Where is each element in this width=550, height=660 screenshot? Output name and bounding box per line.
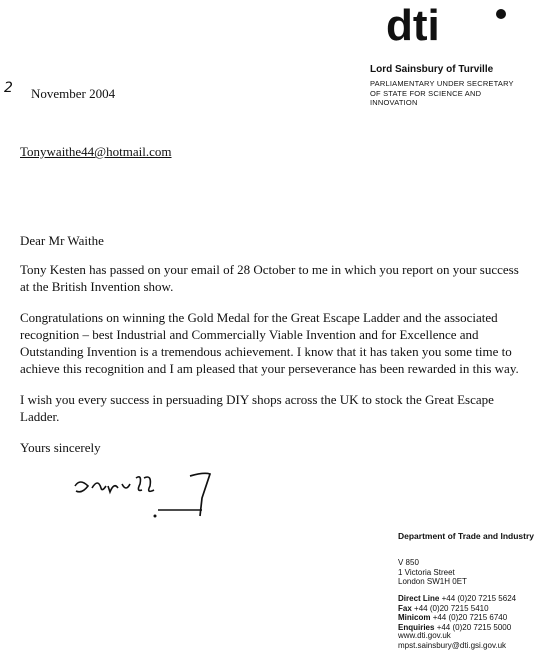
contact-block [398, 594, 516, 632]
contact-row [398, 594, 516, 604]
dti-logo [380, 2, 530, 52]
dti-logo-mark [380, 2, 530, 52]
contact-label: Enquiries [398, 622, 435, 632]
sender-title [370, 79, 540, 108]
signature [70, 464, 230, 524]
closing: Yours sincerely [20, 440, 101, 455]
contact-value: +44 (0)20 7215 6740 [432, 613, 508, 622]
contact-label: Minicom [398, 613, 431, 622]
contact-row [398, 604, 516, 614]
address-block [398, 558, 467, 587]
contact-label: Fax [398, 603, 412, 613]
contact-label: Direct Line [398, 594, 440, 603]
address-line: 1 Victoria Street [398, 567, 455, 577]
contact-row [398, 613, 516, 623]
paragraph: I wish you every success in persuading DIY shops across the UK to stock the Great Escape Ladder. [20, 392, 494, 424]
sender-title-line: INNOVATION [370, 98, 418, 107]
contact-value: +44 (0)20 7215 5624 [441, 594, 517, 603]
contact-value: +44 (0)20 7215 5410 [414, 603, 489, 613]
salutation: Dear Mr Waithe [20, 233, 104, 248]
email-link[interactable]: mpst.sainsbury@dti.gsi.gov.uk [398, 640, 507, 650]
paragraph: Tony Kesten has passed on your email of 28 October to me in which you report on your success at the British Invention show. [20, 262, 519, 294]
address-line: London SW1H 0ET [398, 577, 467, 586]
contact-value: +44 (0)20 7215 5000 [436, 622, 512, 632]
sender-title-line: OF STATE FOR SCIENCE AND [370, 88, 482, 98]
website-link[interactable]: www.dti.gov.uk [398, 631, 451, 640]
department-name: Department of Trade and Industry [398, 531, 535, 541]
date-month-year: November 2004 [31, 86, 116, 101]
sender-block [370, 64, 540, 108]
address-line: V 850 [398, 558, 419, 567]
web-contact [398, 631, 506, 650]
letter-body [20, 232, 525, 470]
paragraph: Congratulations on winning the Gold Medal for the Great Escape Ladder and the associated recognition – best Industrial and Commercially Viable Invention and for Excellence and Outstanding Invention is a tremendous achievement. I know that it has taken you some time to achieve this recognition and I am pleased that your perseverance has been rewarded in this way. [20, 310, 519, 376]
svg-text:dti: dti [386, 2, 440, 50]
date-day-handwritten: 2 [4, 80, 13, 96]
signature-scribble [70, 464, 230, 524]
sender-title-line: PARLIAMENTARY UNDER SECRETARY [370, 79, 514, 88]
recipient-email: Tonywaithe44@hotmail.com [20, 144, 172, 159]
sender-name: Lord Sainsbury of Turville [370, 64, 494, 75]
